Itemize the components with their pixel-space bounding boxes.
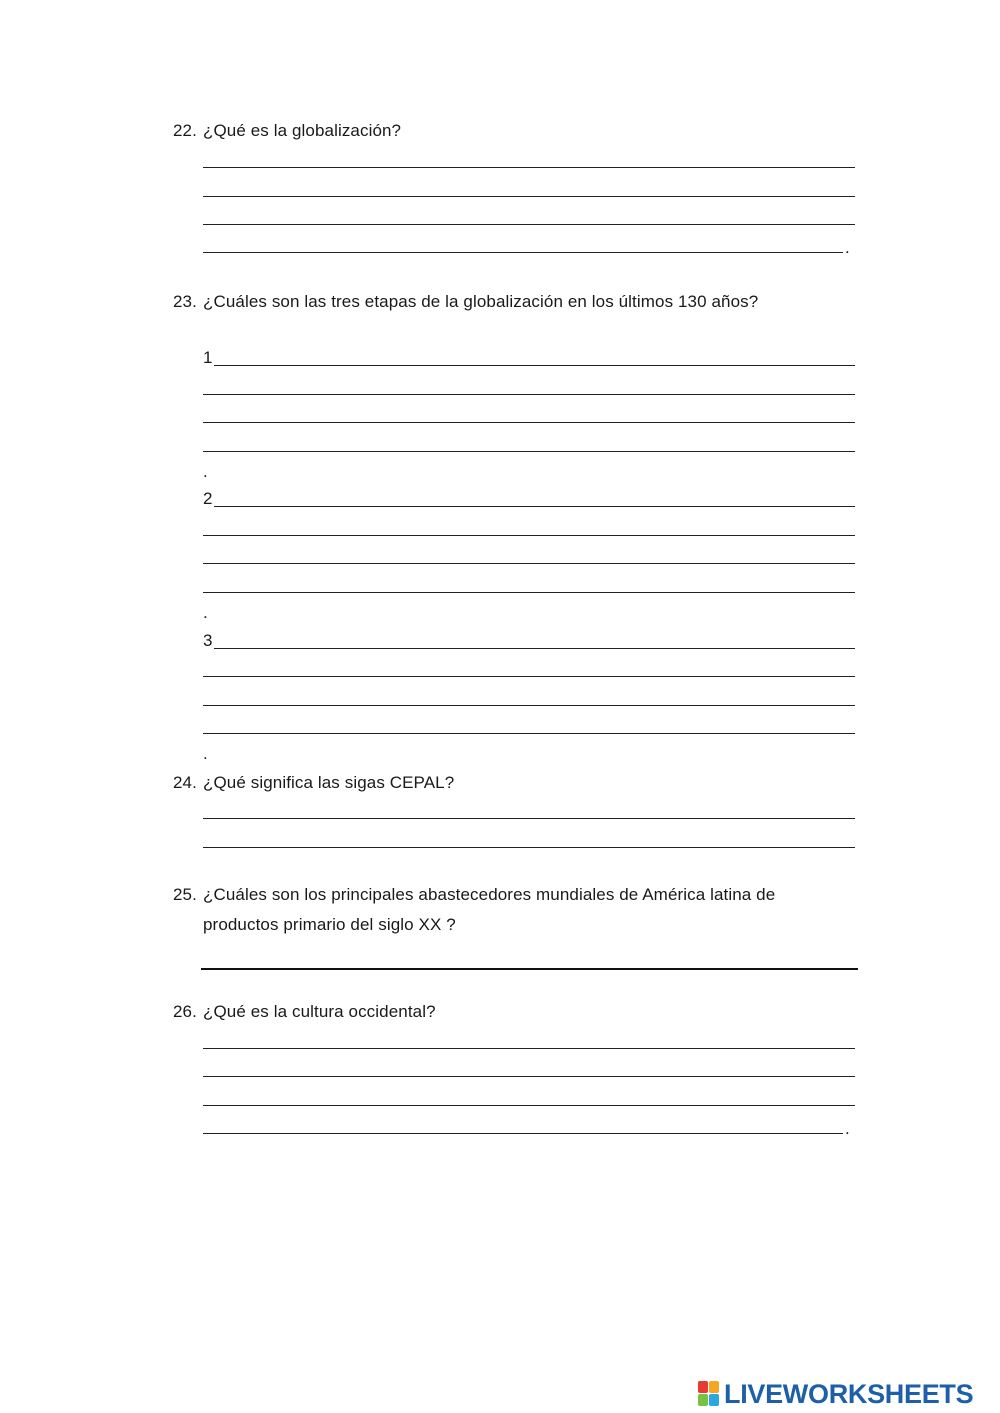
- question-number: 24.: [173, 773, 197, 792]
- question-number: 26.: [173, 1002, 197, 1021]
- period: .: [203, 744, 208, 763]
- stage-number: 3: [203, 631, 213, 650]
- question-text-continued: productos primario del siglo XX ?: [203, 915, 456, 934]
- answer-line[interactable]: [201, 968, 858, 970]
- stage-number: 2: [203, 489, 213, 508]
- answer-line[interactable]: [203, 705, 855, 706]
- question-text: ¿Qué significa las sigas CEPAL?: [203, 773, 455, 792]
- answer-line[interactable]: [203, 196, 855, 197]
- period: .: [203, 462, 208, 481]
- logo-icon: [698, 1381, 720, 1407]
- answer-line[interactable]: [203, 535, 855, 536]
- question-24: [173, 768, 833, 798]
- answer-line[interactable]: [203, 847, 855, 848]
- answer-line[interactable]: [203, 733, 855, 734]
- answer-line[interactable]: [203, 1105, 855, 1106]
- question-number: 25.: [173, 885, 197, 904]
- answer-line[interactable]: [203, 1133, 843, 1134]
- answer-line[interactable]: [203, 394, 855, 395]
- question-text: ¿Cuáles son las tres etapas de la globalización en los últimos 130 años?: [203, 292, 759, 311]
- answer-line[interactable]: [203, 563, 855, 564]
- question-22: [173, 116, 833, 146]
- period: .: [203, 603, 208, 622]
- question-25: [173, 880, 833, 940]
- question-number: 23.: [173, 292, 197, 311]
- answer-line[interactable]: [203, 252, 843, 253]
- answer-line[interactable]: [203, 422, 855, 423]
- answer-line[interactable]: [203, 818, 855, 819]
- answer-line[interactable]: [203, 1048, 855, 1049]
- question-23: [173, 287, 833, 317]
- answer-line[interactable]: [203, 676, 855, 677]
- question-26: [173, 997, 833, 1027]
- question-text: ¿Qué es la globalización?: [203, 121, 402, 140]
- answer-line[interactable]: [203, 167, 855, 168]
- question-number: 22.: [173, 121, 197, 140]
- question-text: ¿Qué es la cultura occidental?: [203, 1002, 436, 1021]
- answer-line[interactable]: [203, 224, 855, 225]
- answer-line[interactable]: [203, 592, 855, 593]
- stage-number: 1: [203, 348, 213, 367]
- liveworksheets-logo: [698, 1378, 973, 1410]
- answer-line[interactable]: [203, 1076, 855, 1077]
- answer-line[interactable]: [214, 648, 855, 649]
- answer-line[interactable]: [203, 451, 855, 452]
- period: .: [845, 238, 850, 257]
- answer-line[interactable]: [214, 506, 855, 507]
- question-text: ¿Cuáles son los principales abastecedores mundiales de América latina de: [203, 885, 776, 904]
- logo-text: LIVEWORKSHEETS: [724, 1378, 974, 1409]
- answer-line[interactable]: [214, 365, 855, 366]
- period: .: [845, 1119, 850, 1138]
